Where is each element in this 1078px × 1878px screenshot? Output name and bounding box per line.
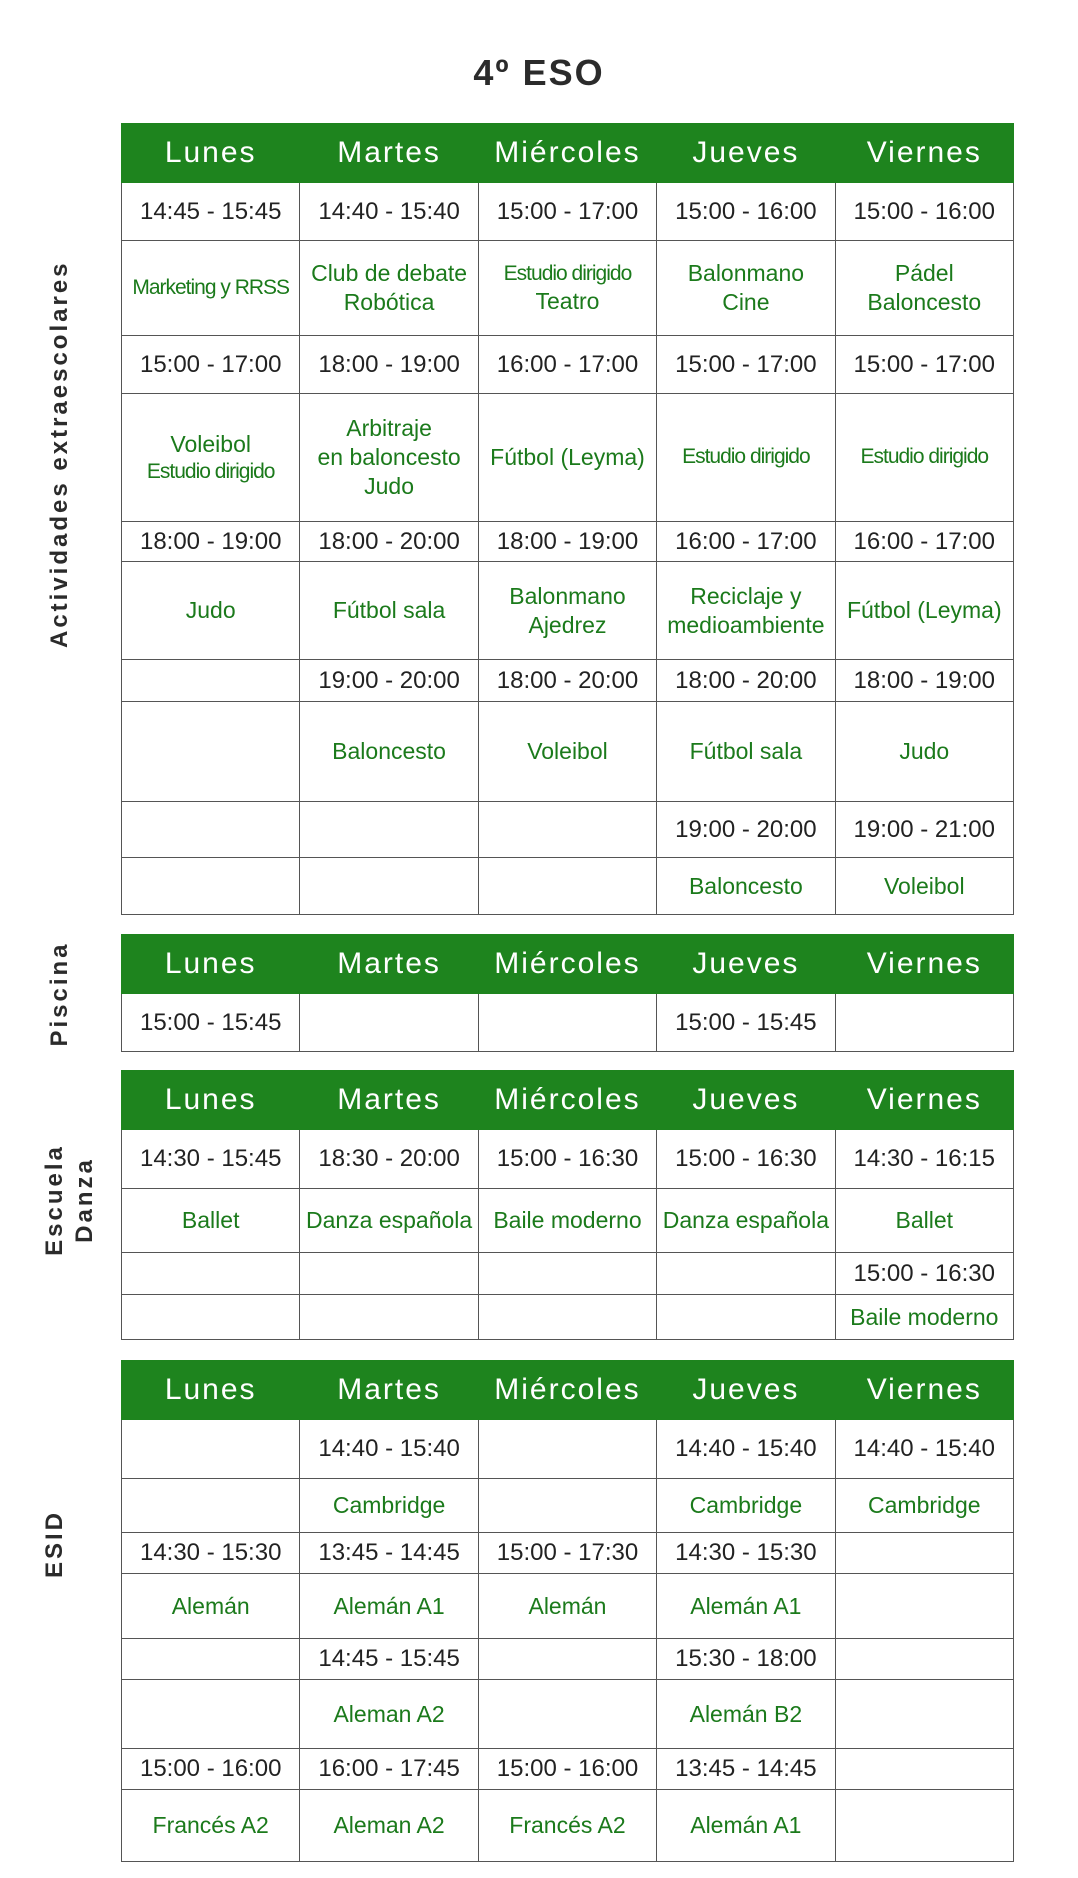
time-cell xyxy=(478,994,656,1052)
activity-cell xyxy=(300,1790,478,1862)
activity-row xyxy=(122,1189,1014,1253)
day-header: Viernes xyxy=(835,1071,1013,1130)
time-cell: 16:00 - 17:00 xyxy=(657,522,835,562)
activity-name: Voleibol xyxy=(170,431,251,457)
time-cell: 16:00 - 17:45 xyxy=(300,1749,478,1790)
time-cell xyxy=(478,1253,656,1295)
activity-name: Voleibol xyxy=(883,872,965,899)
activity-cell xyxy=(122,1680,300,1749)
activity-row xyxy=(122,858,1014,915)
activity-name: Ballet xyxy=(895,1207,954,1234)
table-esid xyxy=(121,1360,1014,1862)
time-cell: 15:00 - 16:00 xyxy=(657,183,835,241)
activity-row xyxy=(122,394,1014,522)
activity-cell xyxy=(835,241,1013,336)
time-cell: 13:45 - 14:45 xyxy=(657,1749,835,1790)
activity-name: Robótica xyxy=(343,289,435,315)
activity-name: Pádel xyxy=(894,260,954,287)
activity-name: Fútbol (Leyma) xyxy=(490,444,645,471)
activity-name: Judo xyxy=(364,472,415,499)
activity-name: Teatro xyxy=(535,287,600,314)
activity-cell xyxy=(835,394,1013,522)
activity-cell xyxy=(657,702,835,802)
section-label-danza xyxy=(40,1140,100,1260)
time-row xyxy=(122,1130,1014,1189)
time-cell: 18:30 - 20:00 xyxy=(300,1130,478,1189)
activity-cell xyxy=(835,1295,1013,1340)
activity-name: Estudio dirigido xyxy=(503,261,632,285)
activity-cell xyxy=(478,1295,656,1340)
time-cell: 15:00 - 17:00 xyxy=(122,336,300,394)
activity-cell xyxy=(657,562,835,660)
activity-cell xyxy=(300,1574,478,1639)
activity-row xyxy=(122,241,1014,336)
activity-name: Cambridge xyxy=(689,1492,803,1519)
activity-cell xyxy=(122,1574,300,1639)
day-header: Martes xyxy=(300,124,478,183)
time-cell: 14:40 - 15:40 xyxy=(657,1420,835,1479)
page-title: 4º ESO xyxy=(473,52,605,93)
time-cell: 19:00 - 21:00 xyxy=(835,802,1013,858)
activity-row xyxy=(122,1574,1014,1639)
time-row xyxy=(122,1749,1014,1790)
activity-name: Club de debate xyxy=(311,260,468,287)
activity-cell xyxy=(835,858,1013,915)
day-header: Martes xyxy=(300,1071,478,1130)
time-cell: 14:30 - 15:45 xyxy=(122,1130,300,1189)
activity-name: Aleman A2 xyxy=(333,1812,445,1839)
activity-row xyxy=(122,562,1014,660)
time-cell xyxy=(300,802,478,858)
activity-cell xyxy=(657,1790,835,1862)
time-row xyxy=(122,1639,1014,1680)
activity-cell xyxy=(300,394,478,522)
day-header: Martes xyxy=(300,1361,478,1420)
time-cell xyxy=(835,1533,1013,1574)
time-cell: 14:30 - 16:15 xyxy=(835,1130,1013,1189)
time-cell: 14:40 - 15:40 xyxy=(300,1420,478,1479)
activity-name: medioambiente xyxy=(667,611,825,638)
activity-cell xyxy=(300,1295,478,1340)
activity-name: Cine xyxy=(722,289,770,315)
activity-row xyxy=(122,1479,1014,1533)
activity-name: Danza española xyxy=(305,1207,473,1234)
time-cell: 14:40 - 15:40 xyxy=(300,183,478,241)
activity-name: Balonmano xyxy=(509,582,626,609)
activity-row xyxy=(122,1295,1014,1340)
section-label-danza-line1: Escuela xyxy=(41,1144,68,1256)
activity-name: Arbitraje xyxy=(346,415,432,442)
time-cell: 19:00 - 20:00 xyxy=(657,802,835,858)
activity-name: Alemán A1 xyxy=(690,1592,802,1619)
time-cell: 15:00 - 17:00 xyxy=(835,336,1013,394)
activity-cell xyxy=(300,562,478,660)
activity-name: Baloncesto xyxy=(688,872,803,899)
section-label-piscina: Piscina xyxy=(46,941,73,1047)
time-cell: 14:45 - 15:45 xyxy=(300,1639,478,1680)
activity-name: Cambridge xyxy=(868,1492,981,1519)
activity-cell xyxy=(657,858,835,915)
activity-name: Estudio dirigido xyxy=(860,445,989,469)
activity-cell xyxy=(835,562,1013,660)
time-cell xyxy=(300,1253,478,1295)
activity-cell xyxy=(122,394,300,522)
activity-cell xyxy=(657,1574,835,1639)
activity-cell xyxy=(122,562,300,660)
activity-cell xyxy=(122,858,300,915)
activity-cell xyxy=(300,702,478,802)
time-cell: 15:00 - 16:30 xyxy=(835,1253,1013,1295)
time-cell: 16:00 - 17:00 xyxy=(835,522,1013,562)
activity-name: Marketing y RRSS xyxy=(132,275,290,299)
activity-cell xyxy=(122,1189,300,1253)
time-cell xyxy=(478,802,656,858)
time-cell: 19:00 - 20:00 xyxy=(300,660,478,702)
section-label-esid: ESID xyxy=(41,1510,68,1579)
activity-name: Baloncesto xyxy=(332,738,446,765)
activity-name: Fútbol sala xyxy=(332,597,446,624)
activity-name: Alemán A1 xyxy=(333,1592,445,1619)
time-cell: 15:00 - 16:00 xyxy=(478,1749,656,1790)
activity-cell xyxy=(122,1790,300,1862)
header-row xyxy=(122,1361,1014,1420)
activity-name: Ajedrez xyxy=(528,611,607,638)
time-cell xyxy=(122,660,300,702)
activity-name: Baile moderno xyxy=(850,1303,999,1330)
time-row xyxy=(122,336,1014,394)
time-cell xyxy=(657,1253,835,1295)
day-header: Jueves xyxy=(657,1071,835,1130)
time-row xyxy=(122,1533,1014,1574)
time-cell xyxy=(122,1253,300,1295)
activity-cell xyxy=(835,702,1013,802)
activity-cell xyxy=(122,1479,300,1533)
activity-cell xyxy=(300,858,478,915)
time-cell: 15:00 - 15:45 xyxy=(122,994,300,1052)
day-header: Martes xyxy=(300,935,478,994)
activity-name: Aleman A2 xyxy=(333,1700,445,1727)
time-cell: 18:00 - 19:00 xyxy=(478,522,656,562)
time-cell xyxy=(835,1639,1013,1680)
time-cell: 16:00 - 17:00 xyxy=(478,336,656,394)
activity-cell xyxy=(478,1479,656,1533)
activity-name: Francés A2 xyxy=(152,1812,269,1839)
header-row xyxy=(122,124,1014,183)
activity-name: Danza española xyxy=(662,1207,829,1234)
time-cell: 15:00 - 16:30 xyxy=(657,1130,835,1189)
activity-cell xyxy=(122,241,300,336)
day-header: Miércoles xyxy=(478,935,656,994)
activity-cell xyxy=(478,1790,656,1862)
time-cell: 15:00 - 16:00 xyxy=(835,183,1013,241)
time-cell: 15:00 - 16:30 xyxy=(478,1130,656,1189)
time-cell xyxy=(122,1420,300,1479)
activity-name: Judo xyxy=(185,597,236,624)
activity-name: Cambridge xyxy=(332,1492,446,1519)
activity-cell xyxy=(657,1295,835,1340)
activity-row xyxy=(122,1790,1014,1862)
day-header: Lunes xyxy=(122,1361,300,1420)
time-cell: 14:45 - 15:45 xyxy=(122,183,300,241)
time-cell: 18:00 - 19:00 xyxy=(300,336,478,394)
activity-cell xyxy=(478,394,656,522)
activity-cell xyxy=(478,562,656,660)
time-row xyxy=(122,994,1014,1052)
time-cell: 15:30 - 18:00 xyxy=(657,1639,835,1680)
time-cell: 15:00 - 17:00 xyxy=(478,183,656,241)
activity-cell xyxy=(300,241,478,336)
activity-name: Voleibol xyxy=(527,738,608,765)
activity-cell xyxy=(478,1574,656,1639)
activity-cell xyxy=(657,241,835,336)
activity-name: Alemán A1 xyxy=(690,1812,802,1839)
time-cell xyxy=(835,1749,1013,1790)
time-cell: 15:00 - 17:30 xyxy=(478,1533,656,1574)
activity-cell xyxy=(478,241,656,336)
time-cell: 15:00 - 17:00 xyxy=(657,336,835,394)
activity-cell xyxy=(835,1680,1013,1749)
activity-cell xyxy=(478,1680,656,1749)
activity-cell xyxy=(478,1189,656,1253)
activity-name: Alemán B2 xyxy=(689,1700,803,1727)
time-cell: 18:00 - 20:00 xyxy=(300,522,478,562)
day-header: Miércoles xyxy=(478,124,656,183)
time-cell xyxy=(300,994,478,1052)
activity-cell xyxy=(300,1479,478,1533)
time-cell xyxy=(478,1639,656,1680)
time-row xyxy=(122,522,1014,562)
activity-row xyxy=(122,1680,1014,1749)
time-cell xyxy=(835,994,1013,1052)
activity-cell xyxy=(478,858,656,915)
activity-name: Fútbol (Leyma) xyxy=(846,597,1002,624)
activity-cell xyxy=(300,1189,478,1253)
day-header: Jueves xyxy=(657,935,835,994)
activity-cell xyxy=(835,1189,1013,1253)
table-extraescolares xyxy=(121,123,1014,915)
activity-name: Estudio dirigido xyxy=(146,459,275,483)
activity-cell xyxy=(122,1295,300,1340)
activity-cell xyxy=(657,1680,835,1749)
activity-cell xyxy=(657,394,835,522)
time-cell: 15:00 - 16:00 xyxy=(122,1749,300,1790)
activity-cell xyxy=(657,1189,835,1253)
header-row xyxy=(122,935,1014,994)
time-cell: 15:00 - 15:45 xyxy=(657,994,835,1052)
activity-name: Judo xyxy=(899,738,950,765)
activity-cell xyxy=(478,702,656,802)
activity-name: Estudio dirigido xyxy=(682,445,810,469)
activity-name: Alemán xyxy=(171,1592,250,1619)
day-header: Lunes xyxy=(122,935,300,994)
day-header: Lunes xyxy=(122,124,300,183)
activity-row xyxy=(122,702,1014,802)
time-row xyxy=(122,802,1014,858)
activity-cell xyxy=(300,1680,478,1749)
activity-name: Baloncesto xyxy=(867,289,982,315)
activity-name: Ballet xyxy=(181,1207,240,1234)
activity-name: Balonmano xyxy=(687,260,805,287)
activity-name: Alemán xyxy=(528,1592,607,1619)
day-header: Viernes xyxy=(835,935,1013,994)
activity-name: en baloncesto xyxy=(317,444,461,471)
time-row xyxy=(122,1420,1014,1479)
section-label-extraescolares: Actividades extraescolares xyxy=(46,260,73,648)
time-row xyxy=(122,660,1014,702)
time-cell: 18:00 - 19:00 xyxy=(835,660,1013,702)
time-cell: 14:40 - 15:40 xyxy=(835,1420,1013,1479)
time-row xyxy=(122,183,1014,241)
header-row xyxy=(122,1071,1014,1130)
activity-cell xyxy=(835,1790,1013,1862)
day-header: Viernes xyxy=(835,1361,1013,1420)
activity-name: Fútbol sala xyxy=(689,738,803,765)
time-cell: 14:30 - 15:30 xyxy=(122,1533,300,1574)
day-header: Jueves xyxy=(657,1361,835,1420)
day-header: Jueves xyxy=(657,124,835,183)
activity-name: Baile moderno xyxy=(493,1207,642,1234)
time-row xyxy=(122,1253,1014,1295)
activity-cell xyxy=(835,1574,1013,1639)
activity-name: Francés A2 xyxy=(509,1812,626,1839)
time-cell xyxy=(122,802,300,858)
activity-cell xyxy=(835,1479,1013,1533)
table-danza xyxy=(121,1070,1014,1340)
table-piscina xyxy=(121,934,1014,1052)
time-cell xyxy=(478,1420,656,1479)
time-cell: 18:00 - 20:00 xyxy=(657,660,835,702)
day-header: Lunes xyxy=(122,1071,300,1130)
activity-cell xyxy=(657,1479,835,1533)
time-cell: 13:45 - 14:45 xyxy=(300,1533,478,1574)
time-cell: 18:00 - 20:00 xyxy=(478,660,656,702)
section-label-danza-line2: Danza xyxy=(71,1157,98,1243)
day-header: Miércoles xyxy=(478,1361,656,1420)
day-header: Viernes xyxy=(835,124,1013,183)
day-header: Miércoles xyxy=(478,1071,656,1130)
activity-cell xyxy=(122,702,300,802)
time-cell xyxy=(122,1639,300,1680)
time-cell: 18:00 - 19:00 xyxy=(122,522,300,562)
time-cell: 14:30 - 15:30 xyxy=(657,1533,835,1574)
activity-name: Reciclaje y xyxy=(690,582,802,609)
